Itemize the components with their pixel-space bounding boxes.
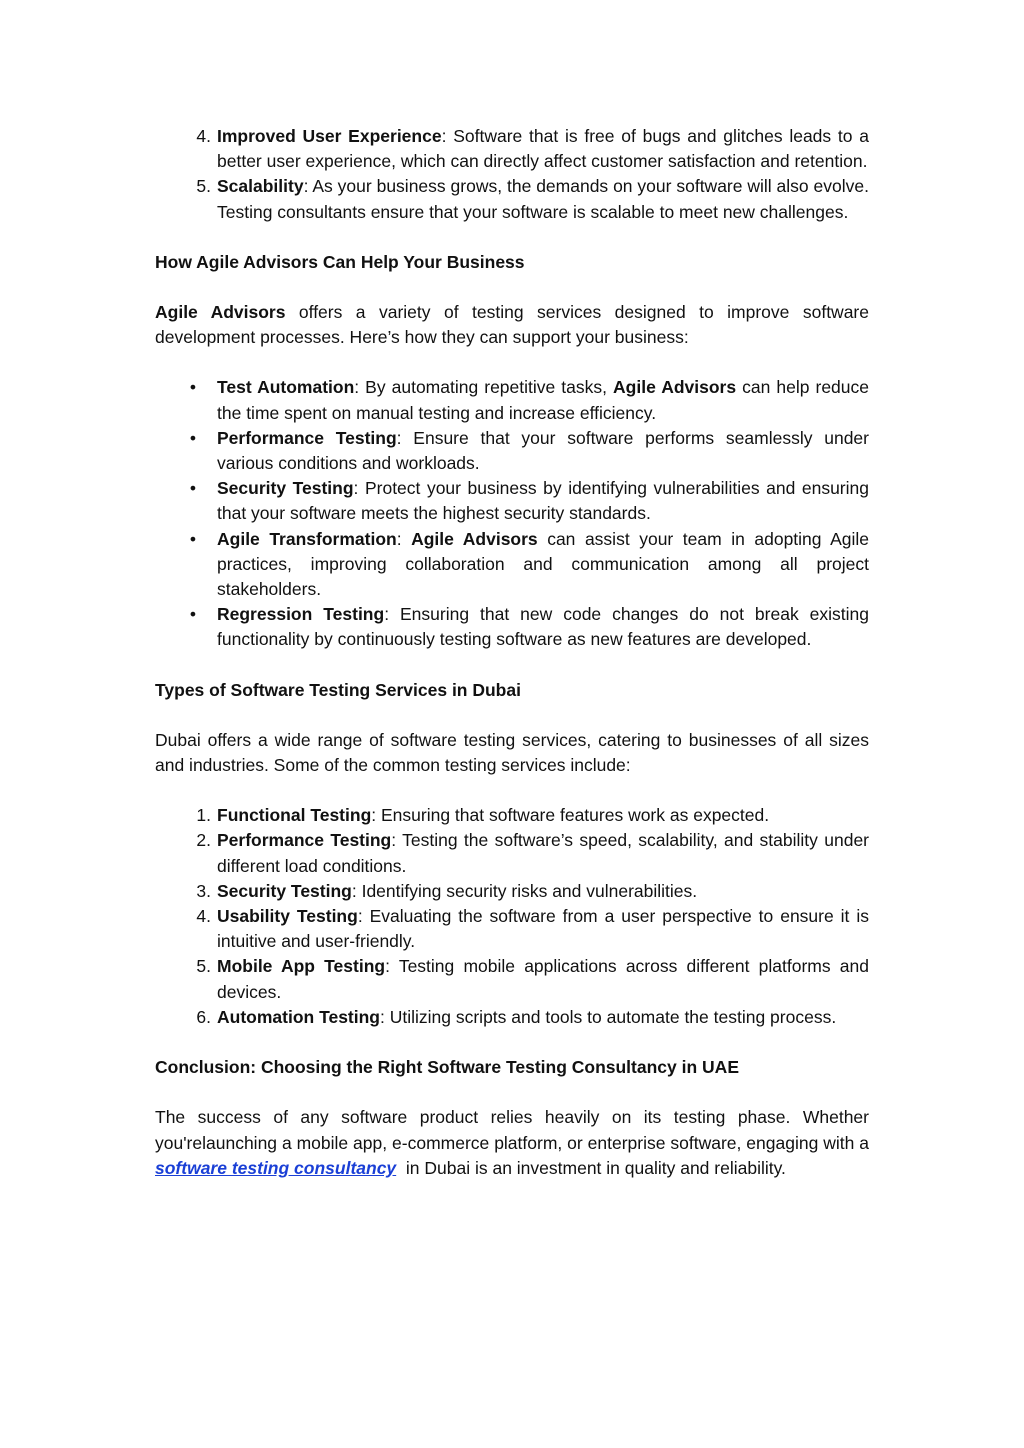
brand-name: Agile Advisors — [613, 377, 737, 398]
list-item-term: Mobile App Testing — [217, 956, 386, 977]
brand-name: Agile Advisors — [155, 302, 286, 323]
paragraph-text: The success of any software product relies heavily on its testing phase. Whether you'relaunching a mobile app, e-commerce platform, or enterprise software, engaging with a — [155, 1107, 869, 1153]
list-item-text: : Identifying security risks and vulnerabilities. — [351, 880, 698, 901]
testing-types-list — [155, 803, 869, 1030]
list-item-text: : Ensuring that software features work as expected. — [371, 805, 770, 826]
list-number: 1. — [196, 805, 211, 826]
types-intro-paragraph: Dubai offers a wide range of software testing services, catering to businesses of all sizes and industries. Some of the common testing services include: — [155, 729, 869, 776]
consultancy-link[interactable]: software testing consultancy — [155, 1157, 397, 1178]
list-number: 5. — [196, 176, 211, 197]
agile-intro-paragraph — [155, 300, 869, 350]
list-item-term: Agile Transformation — [217, 528, 397, 549]
list-item-text: : — [396, 528, 412, 549]
list-item — [155, 174, 869, 224]
list-item-text: : Software that is free of bugs and glitches leads to a better user experience, which can directly affect customer satisfaction and retention. — [217, 126, 869, 172]
conclusion-paragraph — [155, 1105, 869, 1181]
section-heading-agile: How Agile Advisors Can Help Your Business — [155, 251, 525, 272]
list-item-term: Security Testing — [217, 478, 354, 499]
benefits-list-continued — [155, 124, 869, 225]
list-item-text: : Testing mobile applications across different platforms and devices. — [217, 956, 870, 1002]
section-heading-types: Types of Software Testing Services in Dubai — [155, 679, 521, 700]
document-page — [155, 124, 869, 1206]
list-item — [155, 803, 869, 828]
list-item — [155, 375, 869, 425]
list-item-text: : Ensure that your software performs seamlessly under various conditions and workloads. — [217, 427, 869, 474]
list-item-term: Functional Testing — [217, 805, 372, 826]
list-item — [155, 1005, 869, 1030]
list-number: 5. — [196, 956, 211, 977]
list-item — [155, 602, 869, 652]
bullet-icon: • — [189, 377, 197, 398]
list-item-text: : By automating repetitive tasks, — [354, 377, 614, 398]
bullet-icon: • — [189, 604, 197, 625]
list-item-text: : As your business grows, the demands on your software will also evolve. Testing consultants ensure that your software is scalable to meet new challenges. — [217, 176, 869, 222]
list-number: 2. — [196, 830, 211, 851]
section-heading-conclusion: Conclusion: Choosing the Right Software Testing Consultancy in UAE — [155, 1057, 739, 1078]
agile-services-list — [155, 375, 869, 652]
list-item-term: Scalability — [217, 176, 304, 197]
list-item-text: : Evaluating the software from a user perspective to ensure it is intuitive and user-friendly. — [217, 906, 869, 952]
list-item-text: : Ensuring that new code changes do not break existing functionality by continuously testing software as new features are developed. — [217, 604, 869, 650]
list-item-term: Performance Testing — [217, 830, 392, 851]
list-number: 6. — [196, 1006, 211, 1027]
paragraph-text: in Dubai is an investment in quality and reliability. — [396, 1157, 786, 1178]
list-item-term: Security Testing — [217, 880, 352, 901]
bullet-icon: • — [189, 528, 197, 549]
list-item-term: Regression Testing — [217, 604, 385, 625]
list-item-text: can assist your team in adopting Agile practices, improving collaboration and communication among all project stakeholders. — [217, 528, 869, 600]
list-item — [155, 904, 869, 954]
list-number: 3. — [196, 880, 211, 901]
list-item-text: : Utilizing scripts and tools to automate the testing process. — [380, 1006, 837, 1027]
list-item — [155, 426, 869, 476]
list-item-term: Test Automation — [217, 377, 355, 398]
paragraph-text: offers a variety of testing services designed to improve software development processes. Here’s how they can support your business: — [155, 302, 869, 348]
list-item — [155, 124, 869, 174]
list-item-term: Improved User Experience — [217, 126, 442, 146]
list-item-term: Performance Testing — [217, 427, 397, 448]
bullet-icon: • — [189, 478, 197, 499]
list-item — [155, 527, 869, 603]
list-number: 4. — [196, 126, 211, 146]
list-item-text: : Protect your business by identifying vulnerabilities and ensuring that your software meets the highest security standards. — [217, 478, 869, 524]
bullet-icon: • — [189, 427, 197, 448]
list-item — [155, 476, 869, 526]
list-item-text: can help reduce the time spent on manual testing and increase efficiency. — [217, 377, 869, 423]
list-item-text: : Testing the software’s speed, scalability, and stability under different load conditions. — [217, 830, 869, 876]
list-item-term: Usability Testing — [217, 906, 358, 927]
list-item — [155, 828, 869, 878]
list-item-term: Automation Testing — [217, 1006, 380, 1027]
list-number: 4. — [196, 906, 211, 927]
list-item — [155, 879, 869, 904]
brand-name: Agile Advisors — [411, 528, 538, 549]
list-item — [155, 954, 869, 1004]
